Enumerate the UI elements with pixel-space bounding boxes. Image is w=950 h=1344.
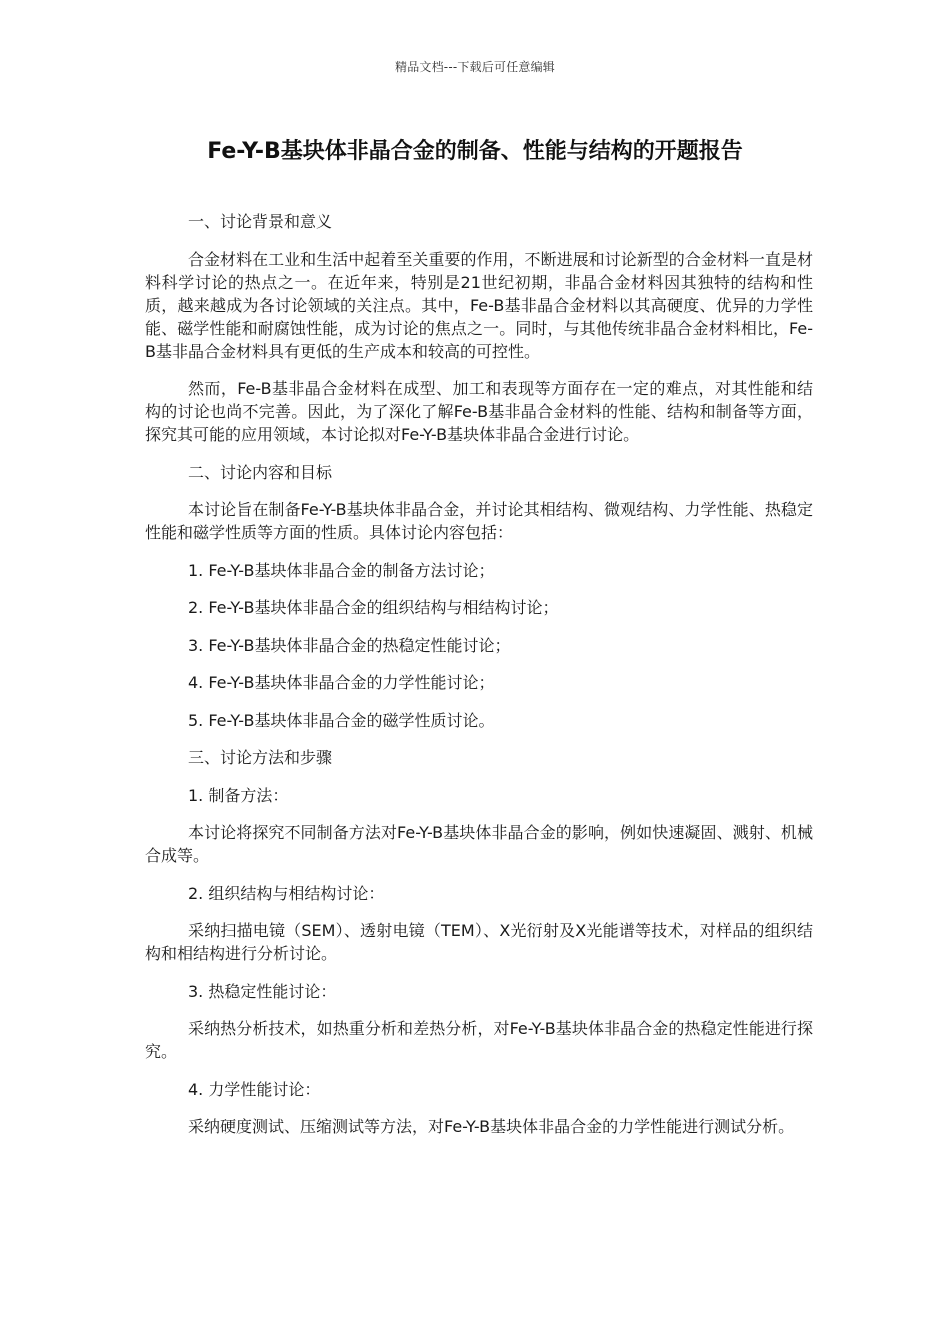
- paragraph-background-2: 然而，Fe-B基非晶合金材料在成型、加工和表现等方面存在一定的难点，对其性能和结构的讨论也尚不完善。因此，为了深化了解Fe-B基非晶合金材料的性能、结构和制备等方面，探究其可能的应用领域，本讨论拟对Fe-Y-B基块体非晶合金进行讨论。: [145, 379, 813, 444]
- list-item-content-1: 1. Fe-Y-B基块体非晶合金的制备方法讨论；: [188, 560, 495, 580]
- document-title: Fe-Y-B基块体非晶合金的制备、性能与结构的开题报告: [207, 139, 743, 164]
- paragraph-preparation: 本讨论将探究不同制备方法对Fe-Y-B基块体非晶合金的影响，例如快速凝固、溅射、机械合成等。: [145, 823, 813, 865]
- list-item-content-2: 2. Fe-Y-B基块体非晶合金的组织结构与相结构讨论；: [188, 598, 559, 617]
- subheading-preparation: 1. 制备方法：: [188, 785, 289, 805]
- subheading-mechanical: 4. 力学性能讨论：: [188, 1079, 321, 1099]
- list-item-content-5: 5. Fe-Y-B基块体非晶合金的磁学性质讨论。: [188, 710, 495, 730]
- section-heading-methods: 三、讨论方法和步骤: [188, 748, 333, 767]
- list-item-content-4: 4. Fe-Y-B基块体非晶合金的力学性能讨论；: [188, 673, 495, 692]
- paragraph-mechanical: 采纳硬度测试、压缩测试等方法，对Fe-Y-B基块体非晶合金的力学性能进行测试分析。: [188, 1117, 795, 1136]
- section-heading-background: 一、讨论背景和意义: [188, 212, 333, 231]
- paragraph-content-intro: 本讨论旨在制备Fe-Y-B基块体非晶合金，并讨论其相结构、微观结构、力学性能、热稳定性能和磁学性质等方面的性质。具体讨论内容包括：: [145, 500, 813, 542]
- section-heading-content: 二、讨论内容和目标: [188, 462, 333, 482]
- paragraph-background-1: 合金材料在工业和生活中起着至关重要的作用，不断进展和讨论新型的合金材料一直是材料科学讨论的热点之一。在近年来，特别是21世纪初期，非晶合金材料因其独特的结构和性质，越来越成为各讨论领域的关注点。其中，Fe-B基非晶合金材料以其高硬度、优异的力学性能、磁学性能和耐腐蚀性能，成为讨论的焦点之一。同时，与其他传统非晶合金材料相比，Fe-B基非晶合金材料具有更低的生产成本和较高的可控性。: [145, 249, 813, 361]
- list-item-content-3: 3. Fe-Y-B基块体非晶合金的热稳定性能讨论；: [188, 635, 511, 655]
- paragraph-thermal: 采纳热分析技术，如热重分析和差热分析，对Fe-Y-B基块体非晶合金的热稳定性能进行探究。: [145, 1019, 813, 1061]
- subheading-structure: 2. 组织结构与相结构讨论：: [188, 883, 385, 903]
- header-note: 精品文档---下载后可任意编辑: [395, 60, 555, 74]
- paragraph-structure: 采纳扫描电镜（SEM）、透射电镜（TEM）、X光衍射及X光能谱等技术，对样品的组织结构和相结构进行分析讨论。: [145, 921, 813, 963]
- document-body: [145, 210, 813, 1153]
- subheading-thermal: 3. 热稳定性能讨论：: [188, 981, 337, 1001]
